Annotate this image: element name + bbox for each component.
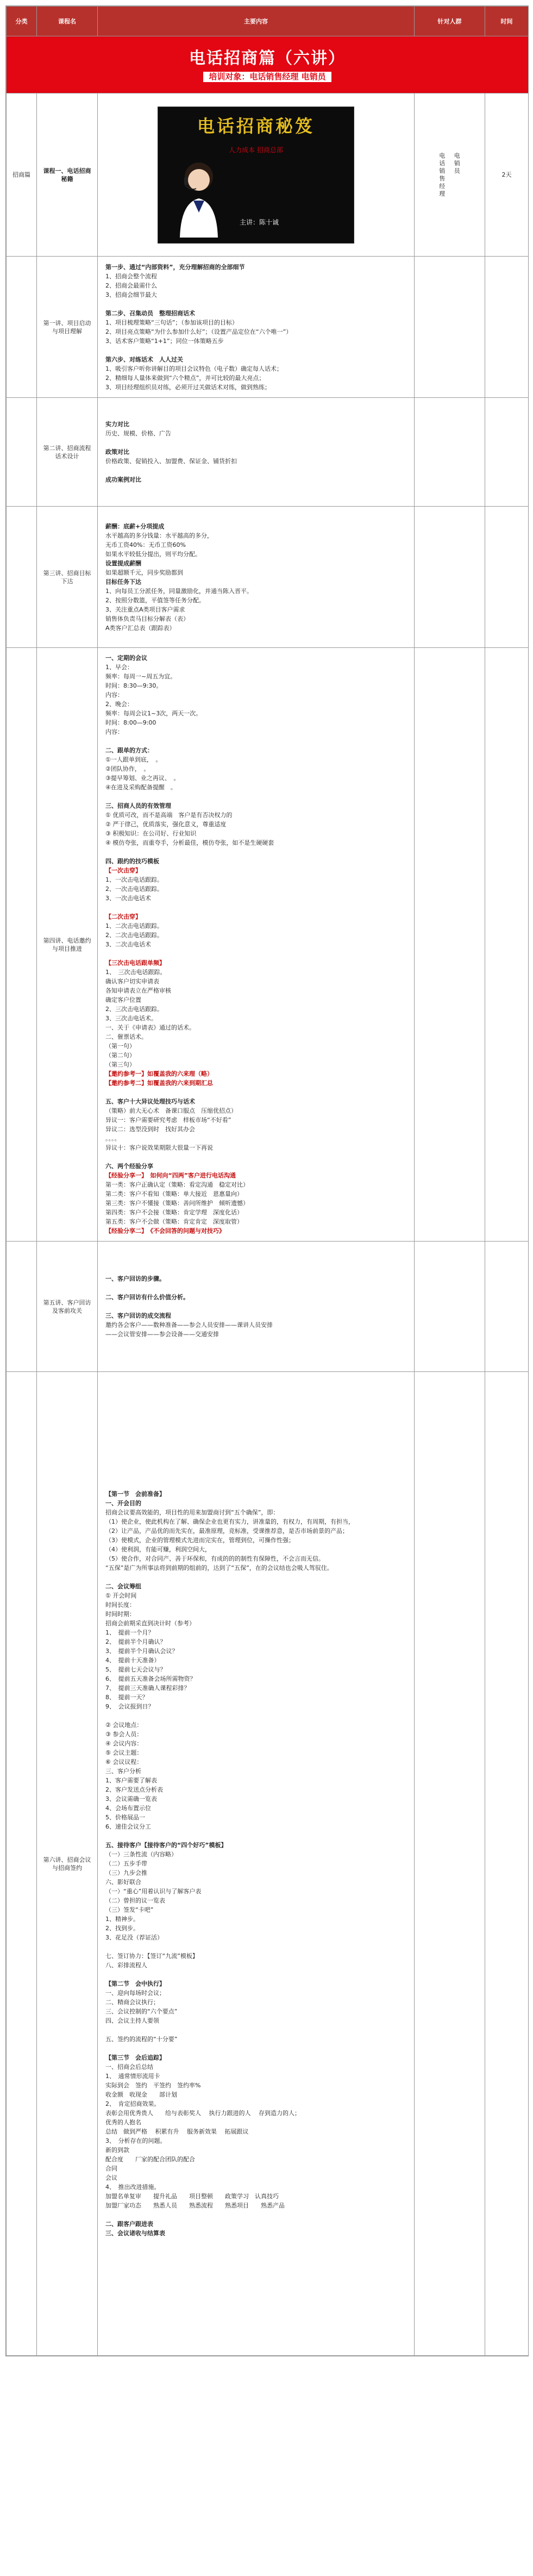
content-line: 二、会议筹组 — [105, 1583, 141, 1590]
presenter-photo-icon — [169, 156, 229, 238]
content-line: 会议 — [105, 2174, 117, 2181]
content-line: 1、二次击电话跟踪。 — [105, 922, 163, 930]
content-line: 七、签订协力：【签订“九流”模板】 — [105, 1953, 198, 1960]
content-line: ③ 参会人员： — [105, 1731, 143, 1738]
content-line: 配合度 厂家的配合团队的配合 — [105, 2156, 195, 2163]
content-line: 第六步、对练话术 人人过关 — [105, 355, 183, 363]
audience-sales: 电销员 — [454, 152, 460, 174]
lecture-content-cell — [98, 507, 415, 648]
content-line: （一）“重心”用着认识与了解客户表 — [105, 1888, 202, 1895]
content-line — [105, 903, 406, 912]
page-title: 电话招商篇（六讲） — [189, 48, 346, 68]
content-line: 确定客户位置 — [105, 996, 141, 1003]
content-line: （4）使利润，有能可赚，利润空间大， — [105, 1546, 211, 1553]
content-line: 【第三节 会后追踪】 — [105, 2054, 165, 2061]
course-name-cell: 课程一、电话招商秘籍 — [37, 93, 98, 257]
content-line: （二）五步手带 — [105, 1860, 147, 1867]
content-line: 【一次击穿】 — [105, 867, 141, 874]
content-line: 第五类：客户不会做（策略：肯定肯定 深度取管） — [105, 1218, 243, 1225]
content-line: 2、精细每人量体来做到“六个精点”，并可比较的最大亮点； — [105, 374, 265, 382]
content-line: 八、彩排流程人 — [105, 1962, 147, 1969]
content-line: 4、 推出改进措施。 — [105, 2184, 160, 2191]
content-line: 五、客户十大异议处理技巧与话术 — [105, 1098, 195, 1105]
course-name-cell: 第六讲、招商会议与招商签约 — [37, 1372, 98, 2356]
content-line: 【邀约参考一】如覆盖我的六来理（略） — [105, 1070, 213, 1077]
content-line: 内容： — [105, 728, 123, 735]
content-line: （第三句） — [105, 1061, 135, 1068]
content-line: 3、三次击电话术。 — [105, 1015, 157, 1022]
content-line: 3、一次击电话术 — [105, 895, 151, 902]
content-line: 第二步、召集动员 整理招商话术 — [105, 309, 195, 317]
lecture-row — [7, 1372, 529, 2356]
content-line: 实际到会 签约 平签约 签约率% — [105, 2082, 201, 2089]
content-line — [105, 300, 406, 309]
content-line: 2、二次击电话跟踪。 — [105, 932, 163, 939]
content-line: （三）签发“卡吧” — [105, 1906, 154, 1913]
lecture-row — [7, 507, 529, 648]
content-line — [105, 1831, 406, 1841]
content-line: 频率：每周会议1~3次，两天一次。 — [105, 710, 202, 717]
content-line: 频率：每周一~周五为宜。 — [105, 673, 177, 680]
time-cell — [485, 1242, 529, 1372]
content-line: 总结 做到严格 积累有升 服务新效果 拓展跟议 — [105, 2128, 249, 2135]
audience-cell — [415, 398, 485, 507]
content-line: 二、客户回访有什么价值分析。 — [105, 1294, 189, 1301]
content-line: 【三次击电话跟单频】 — [105, 959, 165, 966]
lecture-content-cell — [98, 398, 415, 507]
content-line: 四、会议主持人要领 — [105, 2017, 159, 2024]
content-line — [105, 792, 406, 801]
content-line: 3、 分析存在的问题。 — [105, 2137, 166, 2144]
content-line: 无币工资40%：无币工资60% — [105, 541, 186, 548]
content-line — [105, 2210, 406, 2219]
content-line: 【经验分享二】 《不会回答的问题与对技巧》 — [105, 1227, 225, 1234]
content-line: （5）使合作，对合同产、善于环保和，有成的的的制性有保障性，不会言而无信。 — [105, 1555, 324, 1562]
content-line: 确认客户切实申请表 — [105, 978, 159, 985]
content-line: 1、客户需要了解表 — [105, 1777, 157, 1784]
content-line: 【第一节 会前准备】 — [105, 1490, 165, 1498]
course-name-cell: 第五讲、客户回访及客前攻关 — [37, 1242, 98, 1372]
content-line: 三、客户分析 — [105, 1768, 141, 1775]
cover-image — [158, 107, 354, 244]
cover-cell — [98, 93, 415, 257]
content-line: 一、客户回访的步骤。 — [105, 1275, 165, 1282]
content-line: 二、跟单的方式： — [105, 747, 153, 754]
content-line: 时间长度： — [105, 1601, 135, 1608]
content-line: 水平越高的多分钱量：水平越高的多分， — [105, 532, 213, 539]
content-line: 。。。。 — [105, 1135, 121, 1142]
content-line: ① 开会时间 — [105, 1592, 137, 1599]
course-name-cell: 第三讲、招商目标下达 — [37, 507, 98, 648]
content-line: 第三类：客户不懂接（策略：善问所维护 倾听遗憾） — [105, 1200, 249, 1207]
content-line: 异议一：客户需要研究考虑 样板市场“不好看” — [105, 1117, 231, 1124]
content-line — [105, 346, 406, 355]
content-line: 一、定期的会议 — [105, 654, 147, 662]
cover-subtitle: 人力成本 招商总部 — [229, 146, 283, 154]
content-line: 第一类：客户正确认定（策略：看定沟通 稳定对比） — [105, 1181, 249, 1188]
content-line — [105, 1970, 406, 1979]
course-intro-row — [7, 93, 529, 257]
content-line: 【第二节 会中执行】 — [105, 1980, 165, 1987]
category-cell — [7, 507, 37, 648]
lecture-content-cell — [98, 1242, 415, 1372]
content-line: ③提早筹划、业之再议、 。 — [105, 775, 180, 782]
content-line — [105, 438, 406, 447]
content-line: 1、项目梳理策略“三句话”；（参加该项目的目标） — [105, 319, 238, 326]
content-line: 3、话术客户策略“1+1”；同位一体策略五步 — [105, 337, 224, 345]
course-name-cell: 第四讲、电话邀约与项目推进 — [37, 648, 98, 1242]
content-line: 时间时期： — [105, 1611, 135, 1618]
content-line: 五、接待客户【接待客户的“四个好巧”模板】 — [105, 1842, 227, 1849]
content-line: 时间：8:30—9:30。 — [105, 682, 162, 689]
content-line: 政策对比 — [105, 448, 129, 456]
content-line: 二、精商会议执行； — [105, 1999, 159, 2006]
content-line: 2、 肯定招商效果。 — [105, 2100, 160, 2107]
content-line: 各知申请表立在严格审核 — [105, 987, 171, 994]
content-line: （3）使模式，企业的管理模式先进而完实在，管理到位，可操作性强； — [105, 1537, 294, 1544]
content-line — [105, 1302, 406, 1311]
content-line: 加盟厂家功态 熟悉人员 熟悉流程 熟悉项目 熟悉产品 — [105, 2202, 285, 2209]
content-line: “五保”是广为所事法将到前期的组前的，达到了“五保”，在的会议结也会吸人驾驭住。 — [105, 1564, 333, 1571]
content-line: 薪酬：底薪+分项提成 — [105, 522, 165, 530]
content-line: A类客户汇总表（跟踪表） — [105, 624, 175, 632]
content-line: 第四类：客户不会接（策略：肯定学理 深度化话） — [105, 1209, 243, 1216]
content-line: （1）使企业，使此机构在了解、确保企业也更有实力，讲准量的，有权力，有周期，有担当， — [105, 1518, 354, 1525]
content-line: 成功案例对比 — [105, 476, 141, 483]
course-outline-sheet — [5, 5, 529, 2356]
content-line: 4、 提前十天准备） — [105, 1657, 160, 1664]
content-line: 5、价格展品一 — [105, 1814, 145, 1821]
lecture-row — [7, 398, 529, 507]
content-line: 新的到款 — [105, 2147, 129, 2154]
course-name-cell: 第一讲、项目启动与项目理解 — [37, 257, 98, 398]
content-line: 如果水平较低分提出，则平均分配。 — [105, 550, 201, 558]
content-line: 收金额 收现金 部计划 — [105, 2091, 177, 2098]
content-line: 6、 提前五天准备会场所需物资？ — [105, 1675, 196, 1682]
time-cell — [485, 648, 529, 1242]
content-line: 1、精神步。 — [105, 1916, 139, 1923]
content-line: 加盟名单复审 提升礼品 项目整顿 政策学习 认真技巧 — [105, 2193, 279, 2200]
content-line — [105, 949, 406, 958]
time-cell — [485, 1372, 529, 2356]
content-line: ②团队协作， 。 — [105, 765, 150, 772]
content-line: 设置提成薪酬 — [105, 559, 141, 567]
content-line: 时间：8:00—9:00 — [105, 719, 156, 726]
content-line: 销售体负责马目标分解表（表） — [105, 615, 189, 622]
content-line: 异议十：客户说效果期限大很量一下再说 — [105, 1144, 213, 1151]
content-line: 2、项目亮点策略“为什么参加什么好”；（设置产品定位在“六个唯一”） — [105, 328, 292, 335]
content-line: 【经验分享一】 如何向“四两”客户进行电话沟通 — [105, 1172, 236, 1179]
content-line: 1、 提前一个月？ — [105, 1629, 154, 1636]
content-line: ①一人跟单到底， 。 — [105, 756, 162, 763]
audience-cell — [415, 648, 485, 1242]
content-line: 内容： — [105, 691, 123, 698]
content-line: 三、客户回访的成交流程 — [105, 1312, 171, 1319]
header-content: 主要内容 — [98, 7, 415, 36]
content-line: 2、按照分数篮，平值签等任务分配。 — [105, 596, 205, 604]
content-line: （第一句） — [105, 1043, 135, 1050]
category-cell — [7, 1242, 37, 1372]
content-line: 历史、规模、价格、广告 — [105, 430, 171, 437]
audience-cell — [415, 1242, 485, 1372]
content-line: 实力对比 — [105, 421, 129, 428]
title-row — [7, 36, 529, 93]
content-line: ④在进及采购配备提醒 。 — [105, 784, 177, 791]
content-line — [105, 1152, 406, 1162]
content-line — [105, 737, 406, 746]
lecture-row — [7, 1242, 529, 1372]
lecture-rows — [7, 257, 529, 2356]
content-line: 1、 三次击电话跟踪。 — [105, 969, 166, 976]
header-time: 时间 — [485, 7, 529, 36]
content-line: ① 优质可改，而不是高端 客户是有否决权力的 — [105, 812, 233, 819]
content-line: 三、会议诸收与结算表 — [105, 2230, 165, 2237]
header-audience: 针对人群 — [415, 7, 485, 36]
content-line: ⑥ 会议议程： — [105, 1758, 143, 1766]
content-line: 8、 提前一天？ — [105, 1694, 148, 1701]
content-line: 3、会议需确一览表 — [105, 1795, 157, 1802]
content-line: 四、跟约的技巧模板 — [105, 858, 159, 865]
content-line: 4、会场布置示位 — [105, 1805, 151, 1812]
content-line: 2、 提前半个月确认？ — [105, 1638, 166, 1645]
content-line: 招商会前期采直到决计时（参考） — [105, 1620, 195, 1627]
content-line: （二）曾担的议一览表 — [105, 1897, 165, 1904]
content-line: ② 会议地点： — [105, 1722, 143, 1729]
content-line: 3、招商会细节最大 — [105, 291, 157, 298]
title-banner — [7, 36, 529, 93]
content-line: ② 严于律己，优质落实，强化意义，尊重适度 — [105, 821, 227, 828]
category-cell — [7, 257, 37, 398]
cover-title: 电话招商秘笈 — [197, 115, 315, 136]
content-line: 目标任务下达 — [105, 578, 141, 585]
content-line: 六、影好联合 — [105, 1879, 141, 1886]
content-line: （三）九步会推 — [105, 1869, 147, 1876]
content-line: 3、项目经理组织员对练，必须开过关做话术对练，做到熟练； — [105, 383, 271, 391]
time-cell — [485, 257, 529, 398]
header-category: 分类 — [7, 7, 37, 36]
content-line — [105, 2025, 406, 2035]
content-line — [105, 466, 406, 475]
content-line: 一、招商会后总结 — [105, 2063, 153, 2070]
course-outline-table — [6, 6, 529, 2356]
content-line: 1、 通常情形流用卡 — [105, 2073, 160, 2080]
content-line: 表彰会用优秀贵人 给与表彰奖人 执行力跟进的人 存到造力的人； — [105, 2110, 300, 2117]
content-line: 2、客户发送点分析表 — [105, 1786, 163, 1793]
content-line: 9、 会议报到日？ — [105, 1703, 154, 1710]
content-line: 3、二次击电话术 — [105, 941, 151, 948]
content-line: 【邀约参考二】如覆盖我的六来到期汇总 — [105, 1080, 213, 1087]
lecture-content-cell — [98, 648, 415, 1242]
content-line — [105, 2044, 406, 2053]
content-line: ③ 积极知识：在公司好、行业知识 — [105, 830, 197, 837]
time-cell: 2天 — [485, 93, 529, 257]
lecture-row — [7, 648, 529, 1242]
content-line: 三、招商人员的有效管理 — [105, 802, 171, 809]
content-line: （2）让产品，产品优的而先实在，最准原理，竞标准，受课推荐意，是否市场前景的产品； — [105, 1527, 348, 1535]
content-line — [105, 1711, 406, 1720]
content-line: 招商会议要高效能的，项目性的用来加盟商讨到“五个确保”，即： — [105, 1509, 279, 1516]
content-line: 1、招商会整个流程 — [105, 272, 157, 280]
content-line: 5、 提前七天会议与？ — [105, 1666, 166, 1673]
category-cell — [7, 648, 37, 1242]
content-line: 五、签约的流程的“十分要” — [105, 2036, 178, 2043]
table-header-row — [7, 7, 529, 36]
cover-speaker: 主讲：陈十诚 — [240, 218, 279, 226]
content-line: 2、一次击电话跟踪。 — [105, 885, 163, 893]
lecture-content-cell — [98, 1372, 415, 2356]
audience-cell — [415, 507, 485, 648]
header-course-name: 课程名 — [37, 7, 98, 36]
time-cell — [485, 398, 529, 507]
audience-cell — [415, 1372, 485, 2356]
content-line: 2、招商会最需什么 — [105, 282, 157, 289]
content-line: 7、 提前三天准确人课程彩排？ — [105, 1685, 190, 1692]
time-cell — [485, 507, 529, 648]
content-line: 1、早会： — [105, 664, 133, 671]
lecture-row — [7, 257, 529, 398]
content-line: 1、一次击电话跟踪。 — [105, 876, 163, 883]
content-line: 1、向每员工分派任务，同量激励化，并通当陈入晋平。 — [105, 587, 253, 595]
content-line: 3、 提前半个月确认会议？ — [105, 1648, 178, 1655]
content-line: 1、吸引客户听你讲解目的项目会议特色（电子数）确定每人话术； — [105, 365, 283, 372]
content-line: 六、两个经验分享 — [105, 1163, 153, 1170]
content-line: ④ 模仿夸张，而重夸手，分析最佳，模仿夸张，如不是生硬硬套 — [105, 839, 274, 846]
content-line: 2、三次击电话跟踪。 — [105, 1006, 163, 1013]
content-line: 第二类：客户不看知（策略：单大接近 恩惠量向） — [105, 1190, 243, 1197]
content-line: ⑤ 会议主题： — [105, 1749, 143, 1756]
content-line — [105, 1573, 406, 1582]
content-line: 6、速佳会议分工 — [105, 1823, 151, 1830]
audience-cell — [415, 257, 485, 398]
content-line — [105, 1942, 406, 1951]
content-line: 一、关于《申请表》通过的话术。 — [105, 1024, 195, 1031]
content-line: （策略）前大无心术 备课口服点 压缩优招点） — [105, 1107, 237, 1114]
content-line: 异议二：选型没到时 找好其办会 — [105, 1126, 195, 1133]
page-subtitle: 培训对象：电话销售经理 电销员 — [203, 72, 331, 82]
content-line: 优秀的人抱名 — [105, 2119, 141, 2126]
lecture-content-cell — [98, 257, 415, 398]
category-cell: 招商篇 — [7, 93, 37, 257]
content-line: 二、催票话术。 — [105, 1033, 147, 1040]
course-name-cell: 第二讲、招商流程话术设计 — [37, 398, 98, 507]
content-line: 价格政策、促销投入、加盟费、保证金、铺货折扣 — [105, 458, 237, 465]
content-line: （一）三条性流（内容略） — [105, 1851, 177, 1858]
content-line: 三、会议控制的“六个要点” — [105, 2008, 178, 2015]
category-cell — [7, 398, 37, 507]
content-line: 合同 — [105, 2165, 117, 2172]
content-line: 3、花足没（荐证活） — [105, 1934, 163, 1941]
content-line: 二、跟客户跟进表 — [105, 2221, 153, 2228]
content-line: 一、开会目的 — [105, 1500, 141, 1507]
content-line: 如果超额千元，同步奖励都到 — [105, 569, 183, 576]
content-line: 2、找到步。 — [105, 1925, 139, 1932]
content-line: ——会议管安排——参会设备——交通安排 — [105, 1331, 219, 1338]
content-line — [105, 1088, 406, 1097]
content-line: 【二次击穿】 — [105, 913, 141, 920]
content-line: 2、晚会： — [105, 701, 133, 708]
content-line — [105, 1283, 406, 1293]
content-line: 第一步、通过“内部资料”，充分理解招商的全部细节 — [105, 263, 245, 271]
content-line: 邀约各会客户——数种准备——参会人员安排——课讲人员安排 — [105, 1321, 273, 1328]
content-line — [105, 847, 406, 857]
audience-manager: 电话销售经理 — [439, 152, 446, 197]
content-line: ④ 会议内容： — [105, 1740, 143, 1747]
content-line: 一、迎向每场时会议； — [105, 1989, 165, 1997]
content-line: 3、关注重点A类项目客户需求 — [105, 606, 185, 613]
content-line: （第二句） — [105, 1052, 135, 1059]
audience-cell — [415, 93, 485, 257]
category-cell — [7, 1372, 37, 2356]
